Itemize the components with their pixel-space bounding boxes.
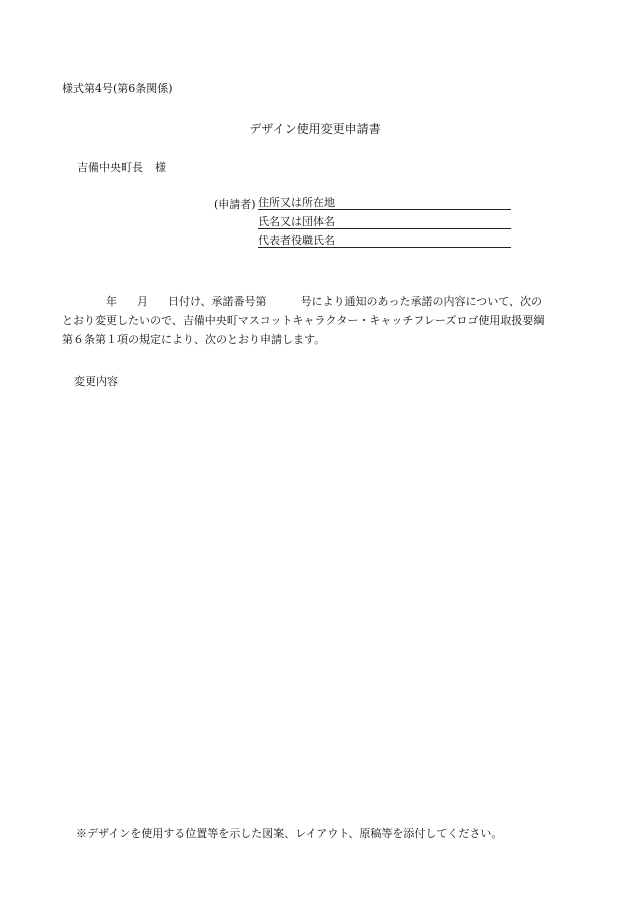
body-line-2: とおり変更したいので、吉備中央町マスコットキャラクター・キャッチフレーズロゴ使用取扱要綱 <box>62 314 545 327</box>
form-number: 様式第4号(第6条関係) <box>62 82 173 95</box>
document-title: デザイン使用変更申請書 <box>249 122 381 136</box>
changes-label: 変更内容 <box>74 375 118 388</box>
addressee <box>77 159 166 175</box>
applicant-label: (申請者) <box>214 198 256 211</box>
body-line-1-rest: 号により通知のあった承諾の内容について、次の <box>300 295 543 308</box>
applicant-representative-field[interactable] <box>258 234 511 248</box>
applicant-name-label: 氏名又は団体名 <box>258 215 335 228</box>
month-unit: 月 <box>137 295 148 308</box>
applicant-address-field[interactable] <box>258 196 511 210</box>
applicant-name-field[interactable] <box>258 215 511 229</box>
body-paragraph <box>62 292 570 349</box>
applicant-address-label: 住所又は所在地 <box>258 196 335 209</box>
body-line-1 <box>62 292 570 311</box>
day-unit: 日付け、承諾番号第 <box>168 295 267 308</box>
addressee-honorific: 様 <box>155 161 166 174</box>
footnote: ※デザインを使用する位置等を示した図案、レイアウト、原稿等を添付してください。 <box>76 827 503 840</box>
applicant-representative-label: 代表者役職氏名 <box>258 234 335 247</box>
addressee-name: 吉備中央町長 <box>77 161 143 174</box>
changes-content-area[interactable] <box>62 392 570 812</box>
body-line-3: 第６条第１項の規定により、次のとおり申請します。 <box>62 333 326 346</box>
year-unit: 年 <box>106 295 117 308</box>
